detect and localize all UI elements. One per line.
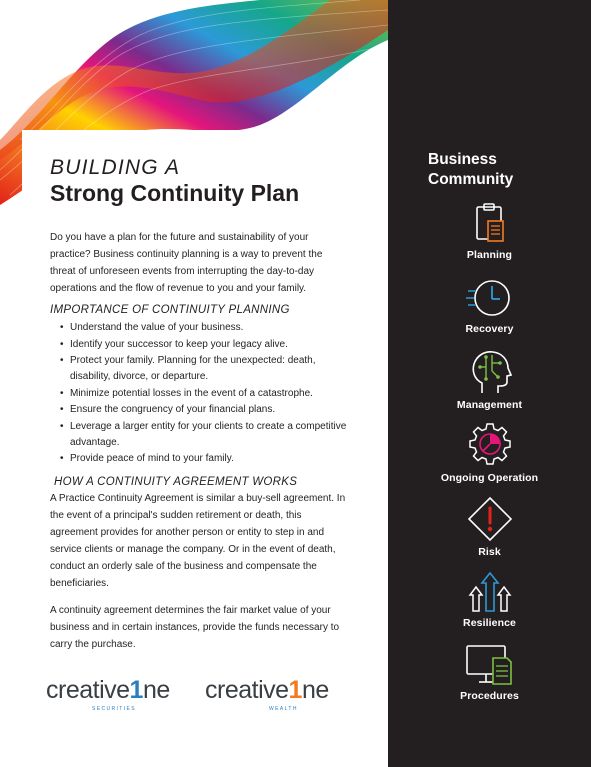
sidebar-item-recovery: Recovery [388,277,591,335]
list-item: • Identify your successor to keep your legacy alive. [60,337,350,353]
gear-pie-icon [467,422,513,468]
list-item: • Ensure the congruency of your financial plans. [60,402,350,418]
list-item: • Leverage a larger entity for your clients to create a competitive advantage. [60,419,350,451]
list-item: • Minimize potential losses in the event of a catastrophe. [60,386,350,402]
list-item: • Understand the value of your business. [60,320,350,336]
agreement-heading: HOW A CONTINUITY AGREEMENT WORKS [54,476,298,488]
sidebar-item-procedures: Procedures [388,644,591,702]
sidebar-item-management: Management [388,349,591,411]
business-community-sidebar [388,0,591,767]
arrows-up-icon [466,571,514,613]
list-item: • Provide peace of mind to your family. [60,451,350,467]
monitor-document-icon [465,644,515,686]
title-line-2: Strong Continuity Plan [50,180,300,206]
importance-list [60,320,350,468]
agreement-paragraph-2: A continuity agreement determines the fair market value of your business and in certain instances, provide the funds necessary to carry the purchase. [50,605,340,650]
agreement-paragraph-1: A Practice Continuity Agreement is similar a buy-sell agreement. In the event of a principal's sudden retirement or death, this agreement provides for another person or entity to step in and service clients or manage the company. Or in the event of death, conduct an orderly sale of the business and compensate the beneficiaries. [50,493,346,589]
title-line-1: BUILDING A [50,156,181,179]
creativeone-wealth-logo: creative1ne WEALTH [205,676,329,712]
sidebar-item-ongoing-operation: Ongoing Operation [388,422,591,484]
logo-row [44,676,344,716]
title-block [50,156,350,207]
clock-icon [466,277,514,319]
creativeone-securities-logo: creative1ne SECURITIES [46,676,170,712]
warning-diamond-icon [467,496,513,542]
importance-heading: IMPORTANCE OF CONTINUITY PLANNING [50,304,290,316]
list-item: • Protect your family. Planning for the unexpected: death, disability, divorce, or departure. [60,353,350,385]
sidebar-item-risk: Risk [388,496,591,558]
sidebar-item-resilience: Resilience [388,571,591,629]
clipboard-icon [470,203,510,245]
sidebar-item-planning: Planning [388,203,591,261]
sidebar-title: Business Community [428,151,514,188]
head-circuit-icon [468,349,512,395]
intro-paragraph: Do you have a plan for the future and sustainability of your practice? Business continuity planning is a way to prevent the threat of unforeseen events from interrupting the day-to-day operations and the flow of revenue to you and your family. [50,232,323,294]
